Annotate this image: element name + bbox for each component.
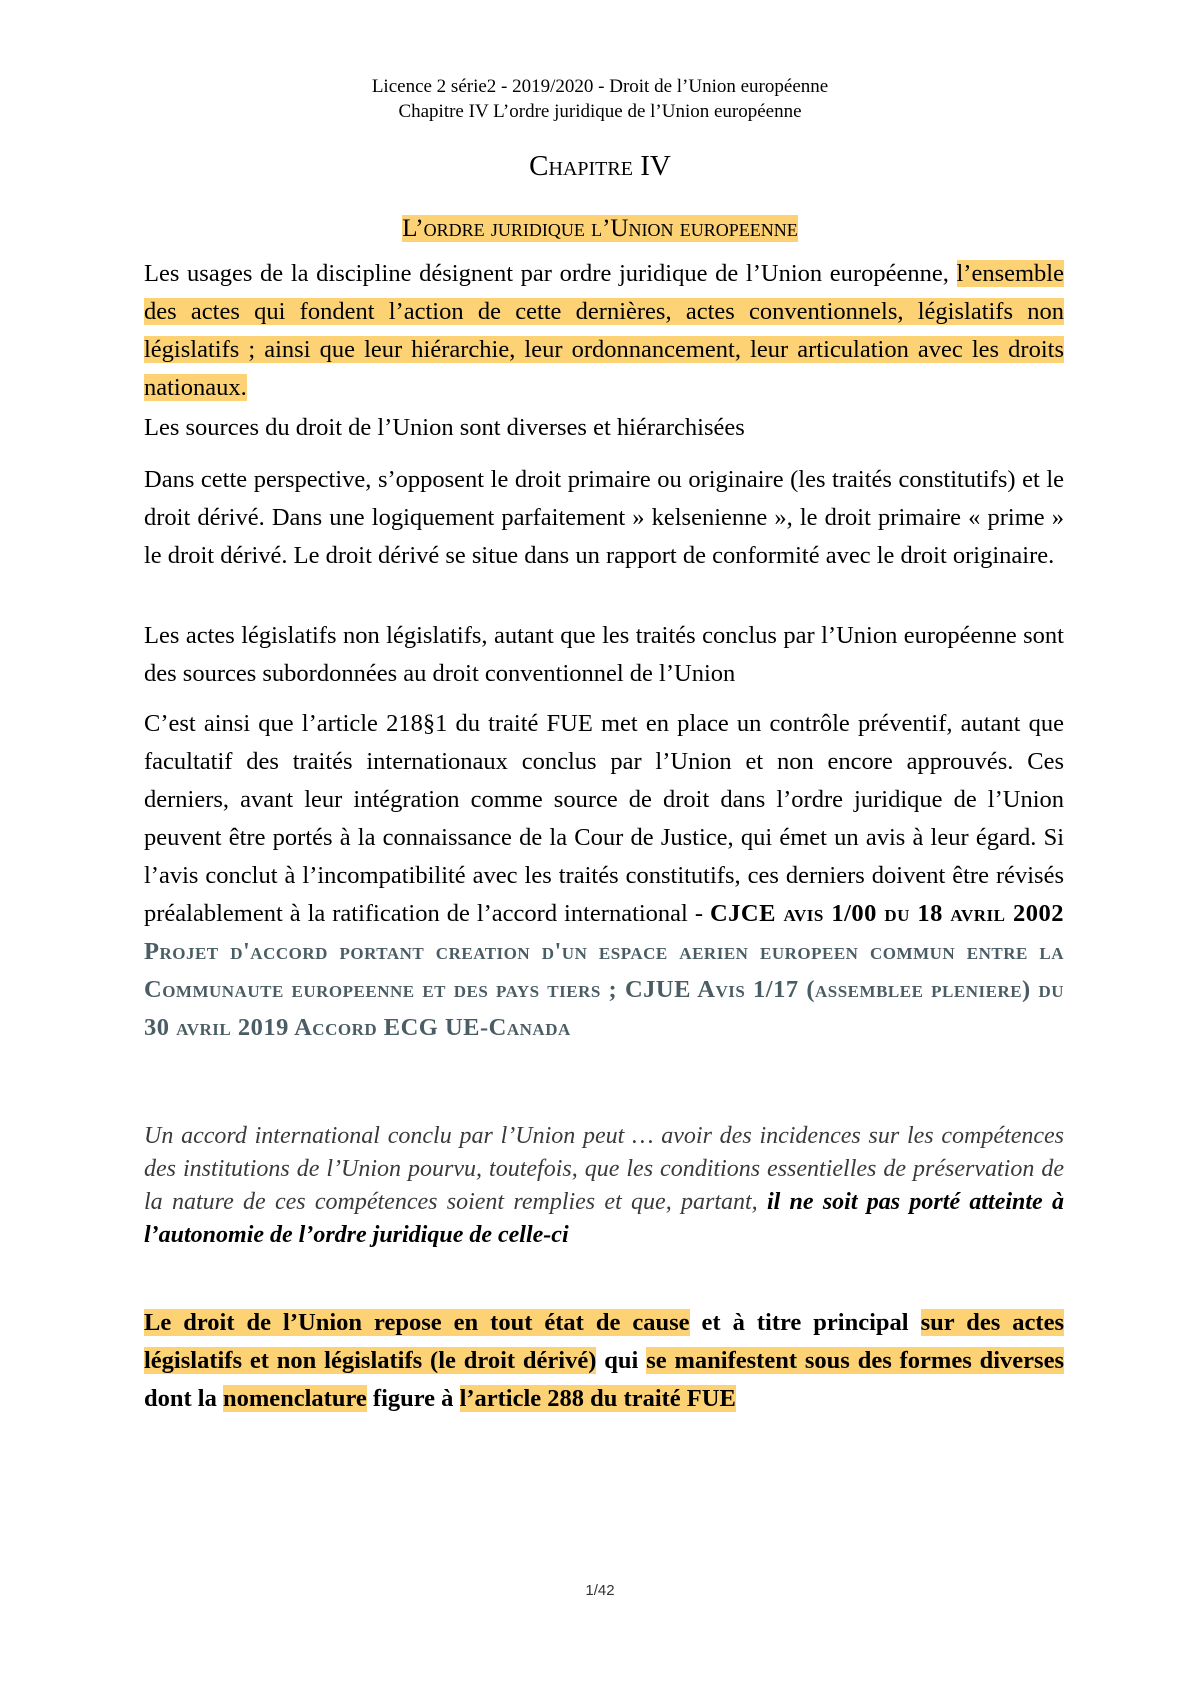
derived-law-text-4: figure à (366, 1385, 460, 1412)
paragraph-article-218 (144, 705, 1064, 1047)
header-chapter-line: Chapitre IV L’ordre juridique de l’Union européenne (398, 101, 802, 122)
case-reference-cjce: CJCE avis 1/00 du 18 avril 2002 (709, 900, 1064, 927)
derived-law-hl-4: nomenclature (222, 1385, 367, 1412)
page-header (0, 74, 1200, 124)
derived-law-hl-1: Le droit de l’Union repose en tout état de cause (144, 1309, 690, 1336)
header-course-line: Licence 2 série2 - 2019/2020 - Droit de l’Union européenne (371, 76, 829, 97)
derived-law-hl-2: sur des actes législatifs et non législatifs (le droit dérivé) (144, 1309, 1064, 1374)
derived-law-hl-3: se manifestent sous des formes diverses (646, 1347, 1064, 1374)
paragraph-definition (144, 255, 1064, 407)
article-218-text: C’est ainsi que l’article 218§1 du traité FUE met en place un contrôle préventif, autant que facultatif des traités internationaux conclus par l’Union et non encore approuvés. Ces derniers, avant leur intégration comme source de droit dans l’ordre juridique de l’Union peuvent être portés à la connaissance de la Cour de Justice, qui émet un avis à leur égard. Si l’avis conclut à l’incompatibilité avec les traités constitutifs, ces derniers doivent être révisés préalablement à la ratification de l’accord international - (144, 710, 1064, 927)
derived-law-text-2: qui (596, 1347, 647, 1374)
chapter-subtitle-wrap (0, 215, 1200, 243)
paragraph-subordinate-sources: Les actes législatifs non législatifs, autant que les traités conclus par l’Union européenne sont des sources subordonnées au droit conventionnel de l’Union (144, 622, 1064, 687)
case-reference-details: Projet d'accord portant creation d'un espace aerien europeen commun entre la Communaute europeenne et des pays tiers ; CJUE Avis 1/17 (assemblee pleniere) du 30 avril 2019 Accord ECG UE-Canada (144, 938, 1064, 1041)
definition-text: Les usages de la discipline désignent par ordre juridique de l’Union européenne, (144, 260, 957, 287)
derived-law-text-3: dont la (144, 1385, 223, 1412)
chapter-title: Chapitre IV (529, 150, 671, 182)
derived-law-text-1: et à titre principal (689, 1309, 921, 1336)
definition-highlight: l’ensemble des actes qui fondent l’action de cette dernières, actes conventionnels, législatifs non législatifs ; ainsi que leur hiérarchie, leur ordonnancement, leur articulation avec les droits nationaux. (144, 260, 1064, 401)
quotation-block (144, 1120, 1064, 1252)
quotation-emphasis: il ne soit pas porté atteinte à l’autonomie de l’ordre juridique de celle-ci (144, 1189, 1064, 1248)
derived-law-hl-5: l’article 288 du traité FUE (459, 1385, 736, 1412)
chapter-subtitle: L’ordre juridique l’Union europeenne (402, 215, 798, 242)
quotation-text: Un accord international conclu par l’Union peut … avoir des incidences sur les compétences des institutions de l’Union pourvu, toutefois, que les conditions essentielles de préservation de la nature de ces compétences soient remplies et que, partant, (144, 1123, 1064, 1215)
paragraph-sources: Les sources du droit de l’Union sont diverses et hiérarchisées (144, 414, 745, 441)
paragraph-derived-law (144, 1304, 1064, 1418)
page-number: 1/42 (585, 1582, 615, 1599)
paragraph-primary-derived: Dans cette perspective, s’opposent le droit primaire ou originaire (les traités constitutifs) et le droit dérivé. Dans une logiquement parfaitement » kelsenienne », le droit primaire « prime » le droit dérivé. Le droit dérivé se situe dans un rapport de conformité avec le droit originaire. (144, 466, 1064, 569)
